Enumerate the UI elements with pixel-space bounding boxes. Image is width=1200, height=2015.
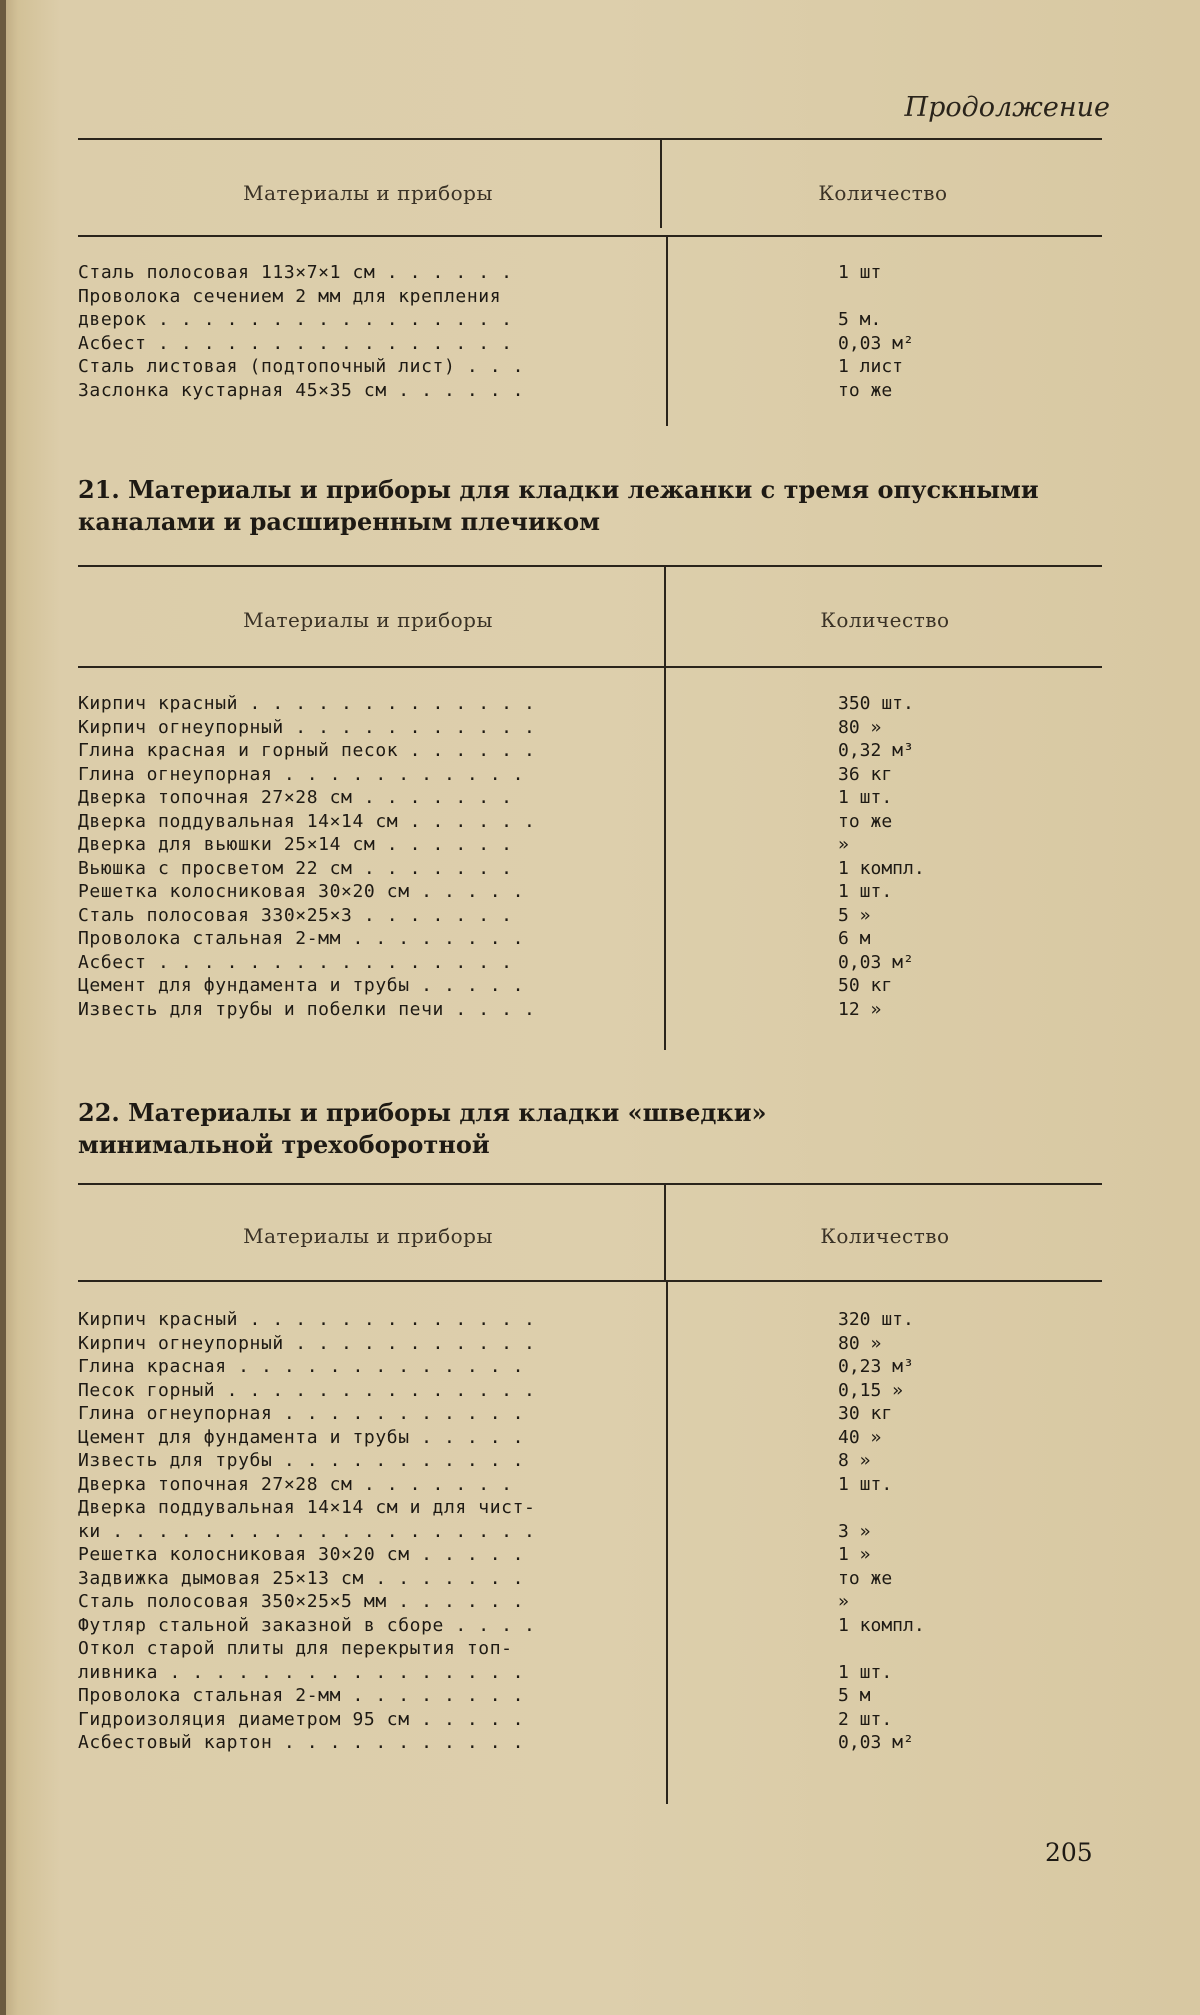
material-quantity: 5 » xyxy=(838,904,871,926)
material-name: Проволока сечением 2 мм для крепления xyxy=(78,285,502,307)
material-name: Глина огнеупорная . . . . . . . . . . . xyxy=(78,763,525,785)
material-name: Кирпич огнеупорный . . . . . . . . . . . xyxy=(78,716,536,738)
material-quantity: то же xyxy=(838,379,893,401)
material-quantity: 0,23 м³ xyxy=(838,1356,914,1377)
material-name: Футляр стальной заказной в сборе . . . . xyxy=(78,1614,536,1636)
material-name: Откол старой плиты для перекрытия топ- xyxy=(78,1638,513,1659)
material-quantity: » xyxy=(838,834,849,855)
header-quantity: Количество xyxy=(820,608,950,632)
material-name: Дверка поддувальная 14×14 см и для чист- xyxy=(78,1497,536,1518)
material-name: Известь для трубы . . . . . . . . . . . xyxy=(78,1450,525,1471)
material-name: Заслонка кустарная 45×35 см . . . . . . xyxy=(78,379,525,401)
material-name: Цемент для фундамента и трубы . . . . . xyxy=(78,1426,525,1448)
material-name: Известь для трубы и побелки печи . . . . xyxy=(78,998,536,1020)
material-name: Песок горный . . . . . . . . . . . . . . xyxy=(78,1379,536,1401)
material-name: Дверка для вьюшки 25×14 см . . . . . . xyxy=(78,834,513,855)
material-name: Кирпич огнеупорный . . . . . . . . . . . xyxy=(78,1332,536,1354)
material-name: Глина красная и горный песок . . . . . . xyxy=(78,740,536,761)
material-name: Проволока стальная 2-мм . . . . . . . . xyxy=(78,1685,525,1706)
material-name: ливника . . . . . . . . . . . . . . . . xyxy=(78,1661,525,1683)
material-quantity: 5 м xyxy=(838,1685,871,1706)
page-spine-edge xyxy=(0,0,6,2015)
column-divider xyxy=(664,1185,666,1281)
material-name: Сталь полосовая 113×7×1 см . . . . . . xyxy=(78,262,513,283)
table-section-22 xyxy=(78,1183,1102,1808)
material-quantity: 1 компл. xyxy=(838,1614,925,1636)
material-name: Проволока стальная 2-мм . . . . . . . . xyxy=(78,928,525,949)
material-quantity: 3 » xyxy=(838,1520,871,1542)
material-name: Асбестовый картон . . . . . . . . . . . xyxy=(78,1732,525,1753)
material-name: Кирпич красный . . . . . . . . . . . . . xyxy=(78,693,536,714)
material-quantity: 1 шт. xyxy=(838,1661,893,1683)
material-name: Глина огнеупорная . . . . . . . . . . . xyxy=(78,1403,525,1424)
header-materials: Материалы и приборы xyxy=(243,1224,493,1248)
material-quantity: 80 » xyxy=(838,1332,882,1354)
material-quantity: 8 » xyxy=(838,1450,871,1471)
material-name: Кирпич красный . . . . . . . . . . . . . xyxy=(78,1309,536,1330)
column-divider-body xyxy=(664,668,666,1050)
material-quantity: то же xyxy=(838,810,893,832)
material-name: Асбест . . . . . . . . . . . . . . . . xyxy=(78,332,513,354)
material-quantity: 30 кг xyxy=(838,1403,893,1424)
material-name: Решетка колосниковая 30×20 см . . . . . xyxy=(78,881,525,902)
header-materials: Материалы и приборы xyxy=(243,181,493,205)
material-quantity: 1 » xyxy=(838,1544,871,1565)
material-quantity: 36 кг xyxy=(838,763,893,785)
material-quantity: 0,03 м² xyxy=(838,951,914,973)
material-quantity: 1 шт. xyxy=(838,787,893,808)
material-quantity: 0,03 м² xyxy=(838,332,914,354)
header-quantity: Количество xyxy=(820,1224,950,1248)
table-section-21 xyxy=(78,565,1102,1050)
material-quantity: 1 компл. xyxy=(838,857,925,879)
material-name: Дверка топочная 27×28 см . . . . . . . xyxy=(78,787,513,808)
header-bottom-rule xyxy=(78,666,1102,668)
material-name: Дверка топочная 27×28 см . . . . . . . xyxy=(78,1473,513,1495)
material-name: Решетка колосниковая 30×20 см . . . . . xyxy=(78,1544,525,1565)
material-name: дверок . . . . . . . . . . . . . . . . xyxy=(78,309,513,330)
material-name: Сталь полосовая 330×25×3 . . . . . . . xyxy=(78,904,513,926)
material-name: Асбест . . . . . . . . . . . . . . . . xyxy=(78,951,513,973)
material-name: Гидроизоляция диаметром 95 см . . . . . xyxy=(78,1708,525,1730)
material-quantity: 1 лист xyxy=(838,356,904,377)
material-name: ки . . . . . . . . . . . . . . . . . . . xyxy=(78,1520,536,1542)
section-21-title: 21. Материалы и приборы для кладки лежанки с тремя опускными каналами и расширенным плечиком xyxy=(78,475,1039,536)
material-quantity: 2 шт. xyxy=(838,1708,893,1730)
page-number: 205 xyxy=(1045,1838,1093,1867)
material-name: Задвижка дымовая 25×13 см . . . . . . . xyxy=(78,1567,525,1589)
header-materials: Материалы и приборы xyxy=(243,608,493,632)
table-continued xyxy=(78,138,1102,428)
header-quantity: Количество xyxy=(818,181,948,205)
material-quantity: 1 шт. xyxy=(838,1473,893,1495)
material-name: Дверка поддувальная 14×14 см . . . . . . xyxy=(78,810,536,832)
table-top-rule xyxy=(78,565,1102,567)
header-bottom-rule xyxy=(78,235,1102,237)
material-quantity: то же xyxy=(838,1567,893,1589)
material-quantity: 5 м. xyxy=(838,309,882,330)
material-quantity: 1 шт. xyxy=(838,881,893,902)
column-divider-body xyxy=(666,1282,668,1804)
material-quantity: 40 » xyxy=(838,1426,882,1448)
material-quantity: » xyxy=(838,1591,849,1612)
material-quantity: 0,32 м³ xyxy=(838,740,914,761)
material-quantity: 6 м xyxy=(838,928,871,949)
material-quantity: 0,03 м² xyxy=(838,1732,914,1753)
material-name: Глина красная . . . . . . . . . . . . . xyxy=(78,1356,525,1377)
material-quantity: 1 шт xyxy=(838,262,882,283)
section-22-title: 22. Материалы и приборы для кладки «шведки» минимальной трехоборотной xyxy=(78,1098,767,1159)
material-name: Сталь полосовая 350×25×5 мм . . . . . . xyxy=(78,1591,525,1612)
material-quantity: 12 » xyxy=(838,998,882,1020)
material-quantity: 320 шт. xyxy=(838,1309,914,1330)
material-name: Сталь листовая (подтопочный лист) . . . xyxy=(78,356,525,377)
header-bottom-rule xyxy=(78,1280,1102,1282)
material-quantity: 350 шт. xyxy=(838,693,914,714)
material-quantity: 0,15 » xyxy=(838,1379,904,1401)
continued-label: Продолжение xyxy=(904,92,1110,123)
material-quantity: 50 кг xyxy=(838,975,893,996)
material-name: Цемент для фундамента и трубы . . . . . xyxy=(78,975,525,996)
column-divider xyxy=(664,567,666,667)
material-quantity: 80 » xyxy=(838,716,882,738)
table-top-rule xyxy=(78,138,1102,140)
column-divider-body xyxy=(666,236,668,426)
material-name: Вьюшка с просветом 22 см . . . . . . . xyxy=(78,857,513,879)
table-top-rule xyxy=(78,1183,1102,1185)
column-divider xyxy=(660,140,662,228)
